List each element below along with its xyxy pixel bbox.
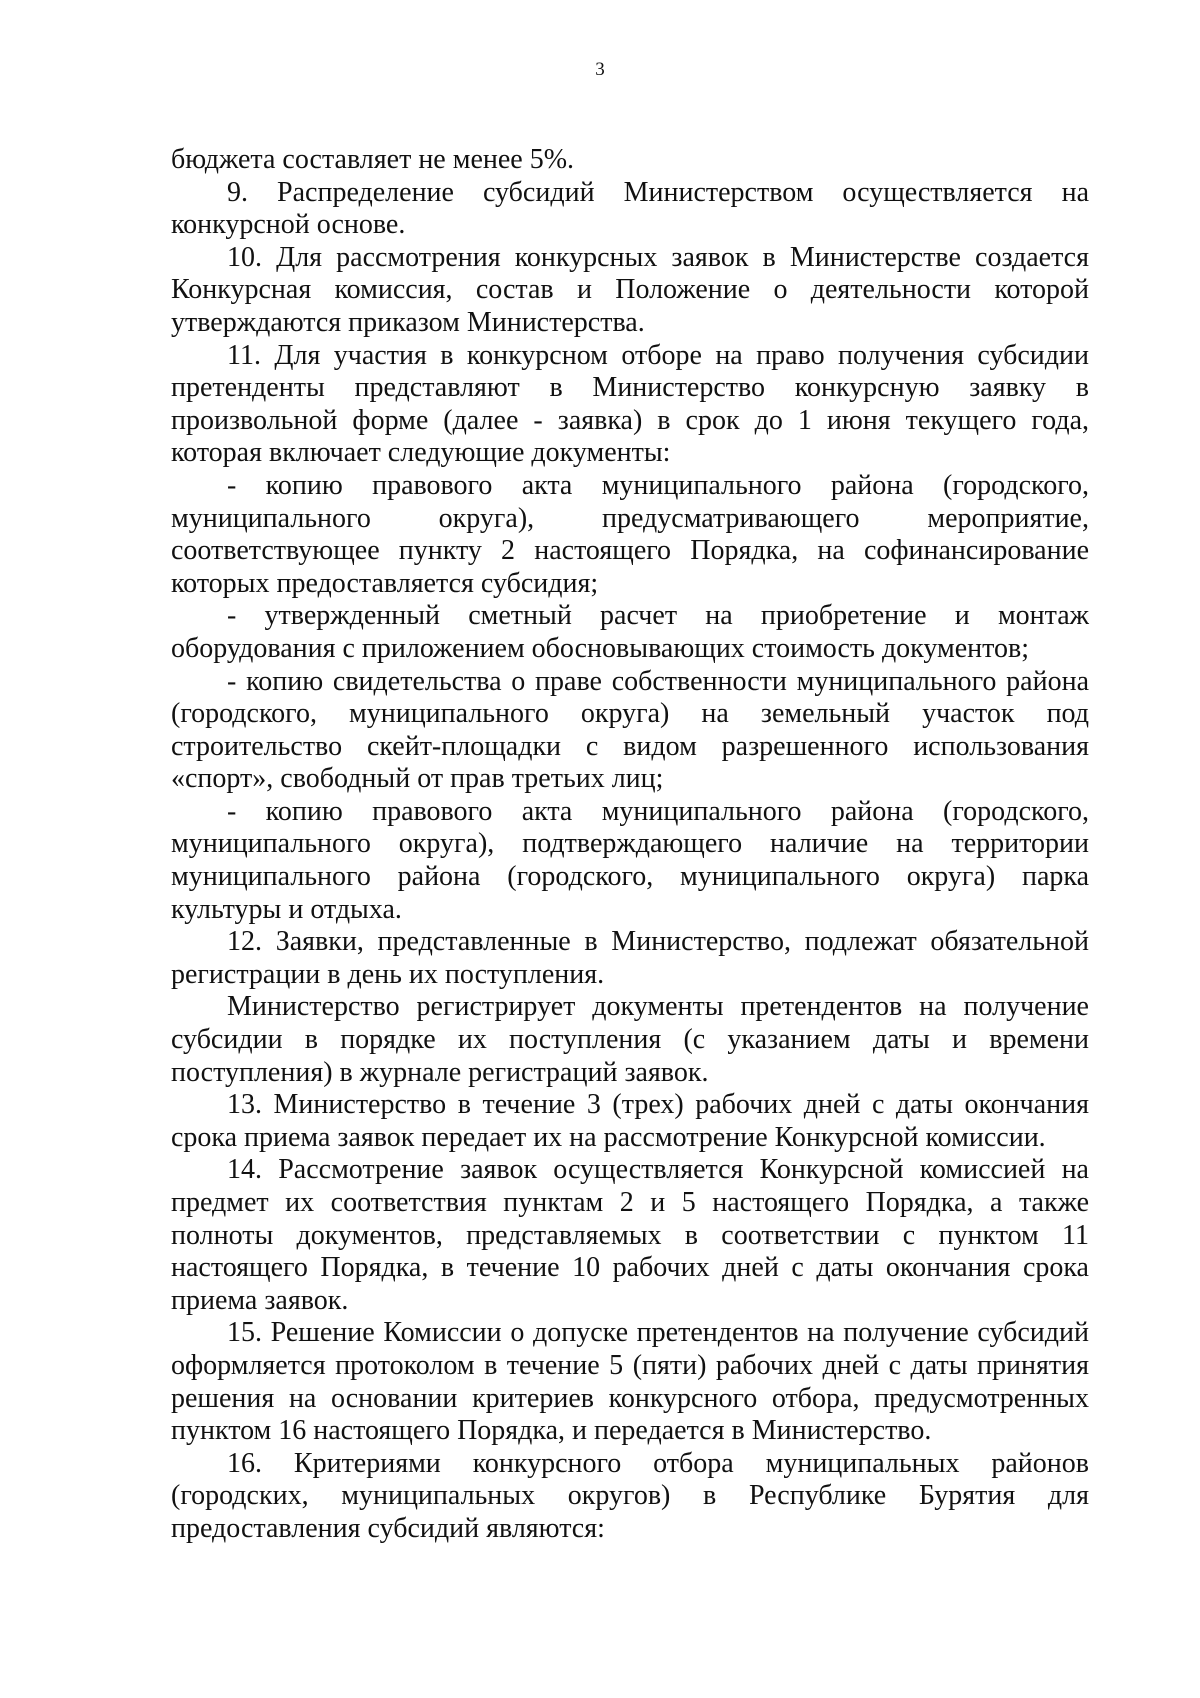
paragraph-item-15: 15. Решение Комиссии о допуске претендентов на получение субсидий оформляется протоколом в течение 5 (пяти) рабочих дней с даты принятия решения на основании критериев конкурсного отбора, предусмотренных пунктом 16 настоящего Порядка, и передается в Министерство. xyxy=(171,1317,1089,1447)
paragraph-item-12: 12. Заявки, представленные в Министерство, подлежат обязательной регистрации в день их поступления. xyxy=(171,926,1089,990)
list-item-cost-estimate: - утвержденный сметный расчет на приобретение и монтаж оборудования с приложением обосновывающих стоимость документов; xyxy=(171,600,1089,664)
paragraph-item-14: 14. Рассмотрение заявок осуществляется Конкурсной комиссией на предмет их соответствия пунктам 2 и 5 настоящего Порядка, а также полноты документов, представляемых в соответствии с пунктом 11 настоящего Порядка, в течение 10 рабочих дней с даты окончания срока приема заявок. xyxy=(171,1154,1089,1316)
document-body xyxy=(171,144,1089,1546)
paragraph-budget-continuation: бюджета составляет не менее 5%. xyxy=(171,144,575,175)
paragraph-registration: Министерство регистрирует документы претендентов на получение субсидии в порядке их поступления (с указанием даты и времени поступления) в журнале регистраций заявок. xyxy=(171,991,1089,1088)
paragraph-item-13: 13. Министерство в течение 3 (трех) рабочих дней с даты окончания срока приема заявок передает их на рассмотрение Конкурсной комиссии. xyxy=(171,1089,1089,1153)
page-number: 3 xyxy=(595,59,605,80)
paragraph-item-11: 11. Для участия в конкурсном отборе на право получения субсидии претенденты представляют в Министерство конкурсную заявку в произвольной форме (далее - заявка) в срок до 1 июня текущего года, которая включает следующие документы: xyxy=(171,339,1089,469)
paragraph-item-9: 9. Распределение субсидий Министерством осуществляется на конкурсной основе. xyxy=(171,176,1089,241)
list-item-legal-act: - копию правового акта муниципального района (городского, муниципального округа), предусматривающего мероприятие, соответствующее пункту 2 настоящего Порядка, на софинансирование которых предоставляется субсидия; xyxy=(171,469,1089,599)
paragraph-item-16: 16. Критериями конкурсного отбора муниципальных районов (городских, муниципальных округов) в Республике Бурятия для предоставления субсидий являются: xyxy=(171,1447,1089,1544)
list-item-ownership-certificate: - копию свидетельства о праве собственности муниципального района (городского, муниципального округа) на земельный участок под строительство скейт-площадки с видом разрешенного использования «спорт», свободный от прав третьих лиц; xyxy=(171,665,1089,795)
paragraph-item-10: 10. Для рассмотрения конкурсных заявок в Министерстве создается Конкурсная комиссия, состав и Положение о деятельности которой утверждаются приказом Министерства. xyxy=(171,241,1089,338)
list-item-park-legal-act: - копию правового акта муниципального района (городского, муниципального округа), подтверждающего наличие на территории муниципального района (городского, муниципального округа) парка культуры и отдыха. xyxy=(171,795,1089,925)
